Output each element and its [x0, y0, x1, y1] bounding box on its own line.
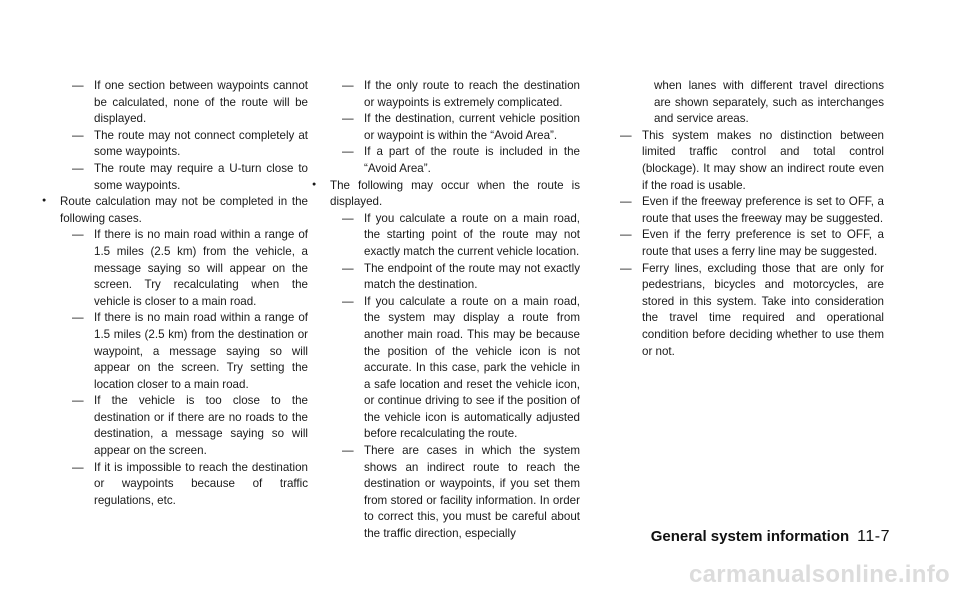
text-column-2 — [330, 78, 580, 543]
dash-item: — If a part of the route is included in the “Avoid Area”. — [342, 144, 580, 177]
text-column-3 — [620, 78, 884, 360]
dash-item: — If one section between waypoints cannot be calculated, none of the route will be displayed. — [72, 78, 308, 128]
bullet-item: ● The following may occur when the route is displayed. — [312, 178, 580, 211]
dash-item: — The endpoint of the route may not exactly match the destination. — [342, 261, 580, 294]
page-number: 11-7 — [857, 528, 890, 545]
dash-item: — The route may require a U-turn close to some waypoints. — [72, 161, 308, 194]
dash-item: — Ferry lines, excluding those that are only for pedestrians, bicycles and motorcycles, are stored in this system. Take into consideration the travel time required and operational condition before deciding whether to use them or not. — [620, 261, 884, 361]
dash-item: — Even if the ferry preference is set to OFF, a route that uses a ferry line may be suggested. — [620, 227, 884, 260]
page-footer — [651, 528, 890, 546]
dash-item: — If there is no main road within a range of 1.5 miles (2.5 km) from the vehicle, a message saying so will appear on the screen. Try recalculating when the vehicle is closer to a main road. — [72, 227, 308, 310]
section-title: General system information — [650, 528, 850, 545]
text-column-1 — [60, 78, 308, 509]
dash-item: — If the only route to reach the destination or waypoints is extremely complicated. — [342, 78, 580, 111]
dash-item: — If the vehicle is too close to the destination or if there are no roads to the destination, a message saying so will appear on the screen. — [72, 393, 308, 459]
dash-item: — The route may not connect completely at some waypoints. — [72, 128, 308, 161]
dash-item: — If the destination, current vehicle position or waypoint is within the “Avoid Area”. — [342, 111, 580, 144]
dash-item: — There are cases in which the system shows an indirect route to reach the destination or waypoints, if you set them from stored or facility information. In order to correct this, you must be careful about the traffic direction, especially — [342, 443, 580, 543]
dash-item: — Even if the freeway preference is set to OFF, a route that uses the freeway may be suggested. — [620, 194, 884, 227]
dash-item: — If there is no main road within a range of 1.5 miles (2.5 km) from the destination or waypoint, a message saying so will appear on the screen. Try setting the location closer to a main road. — [72, 310, 308, 393]
watermark: carmanualsonline.info — [688, 561, 950, 588]
dash-item: — This system makes no distinction between limited traffic control and total control (blockage). It may show an indirect route even if the road is usable. — [620, 128, 884, 194]
dash-item: — If you calculate a route on a main road, the system may display a route from another main road. This may be because the position of the vehicle icon is not accurate. In this case, park the vehicle in a safe location and reset the vehicle icon, or continue driving to see if the position of the vehicle icon is automatically adjusted before recalculating the route. — [342, 294, 580, 443]
bullet-item: ● Route calculation may not be completed in the following cases. — [42, 194, 308, 227]
continued-paragraph: when lanes with different travel directions are shown separately, such as interchanges and service areas. — [654, 79, 884, 126]
dash-item: — If you calculate a route on a main road, the starting point of the route may not exactly match the current vehicle location. — [342, 211, 580, 261]
dash-item: — If it is impossible to reach the destination or waypoints because of traffic regulations, etc. — [72, 460, 308, 510]
